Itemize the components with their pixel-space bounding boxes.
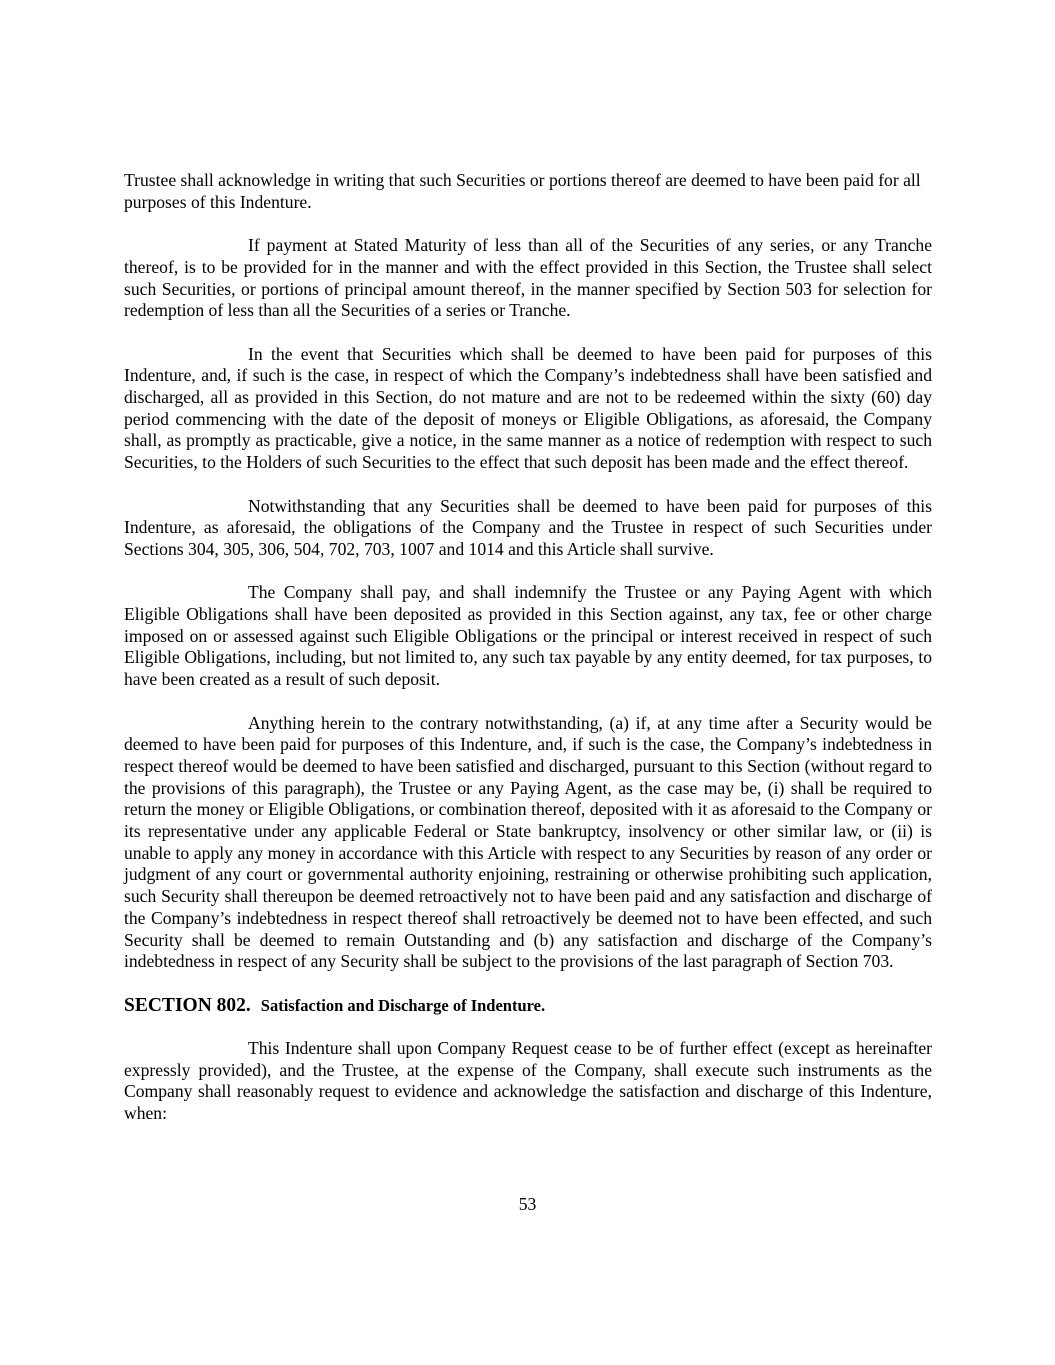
paragraph-tax-indemnity: The Company shall pay, and shall indemnify the Trustee or any Paying Agent with which Eligible Obligations shall have been deposited as provided in this Section against, any tax, fee or other charge imposed on or assessed against such Eligible Obligations or the principal or interest received in respect of such Eligible Obligations, including, but not limited to, any such tax payable by any entity deemed, for tax purposes, to have been created as a result of such deposit. (124, 582, 932, 690)
paragraph-surviving-obligations: Notwithstanding that any Securities shall be deemed to have been paid for purposes of this Indenture, as aforesaid, the obligations of the Company and the Trustee in respect of such Securities under Sections 304, 305, 306, 504, 702, 703, 1007 and 1014 and this Article shall survive. (124, 495, 932, 559)
paragraph-notice-of-deposit: In the event that Securities which shall be deemed to have been paid for purposes of this Indenture, and, if such is the case, in respect of which the Company’s indebtedness shall have been satisfied and discharged, all as provided in this Section, do not mature and are not to be redeemed within the sixty (60) day period commencing with the date of the deposit of moneys or Eligible Obligations, as aforesaid, the Company shall, as promptly as practicable, give a notice, in the same manner as a notice of redemption with respect to such Securities, to the Holders of such Securities to the effect that such deposit has been made and the effect thereof. (124, 343, 932, 473)
section-number: SECTION 802. (124, 994, 251, 1016)
paragraph-reinstatement: Anything herein to the contrary notwithstanding, (a) if, at any time after a Security would be deemed to have been paid for purposes of this Indenture, and, if such is the case, the Company’s indebtedness in respect thereof would be deemed to have been satisfied and discharged, pursuant to this Section (without regard to the provisions of this paragraph), the Trustee or any Paying Agent, as the case may be, (i) shall be required to return the money or Eligible Obligations, or combination thereof, deposited with it as aforesaid to the Company or its representative under any applicable Federal or State bankruptcy, insolvency or other similar law, or (ii) is unable to apply any money in accordance with this Article with respect to any Securities by reason of any order or judgment of any court or governmental authority enjoining, restraining or otherwise prohibiting such application, such Security shall thereupon be deemed retroactively not to have been paid and any satisfaction and discharge of the Company’s indebtedness in respect thereof shall retroactively be deemed not to have been effected, and such Security shall be deemed to remain Outstanding and (b) any satisfaction and discharge of the Company’s indebtedness in respect of any Security shall be subject to the provisions of the last paragraph of Section 703. (124, 712, 932, 972)
paragraph-stated-maturity: If payment at Stated Maturity of less than all of the Securities of any series, or any Tranche thereof, is to be provided for in the manner and with the effect provided in this Section, the Trustee shall select such Securities, or portions of principal amount thereof, in the manner specified by Section 503 for selection for redemption of less than all the Securities of a series or Tranche. (124, 235, 932, 321)
section-title: Satisfaction and Discharge of Indenture. (260, 995, 546, 1015)
page-number: 53 (518, 1194, 537, 1214)
paragraph-satisfaction-discharge: This Indenture shall upon Company Request cease to be of further effect (except as hereinafter expressly provided), and the Trustee, at the expense of the Company, shall execute such instruments as the Company shall reasonably request to evidence and acknowledge the satisfaction and discharge of this Indenture, when: (124, 1038, 932, 1124)
document-page (124, 170, 932, 1147)
section-heading (124, 995, 932, 1017)
paragraph-continuation: Trustee shall acknowledge in writing that such Securities or portions thereof are deemed to have been paid for all purposes of this Indenture. (124, 170, 921, 212)
